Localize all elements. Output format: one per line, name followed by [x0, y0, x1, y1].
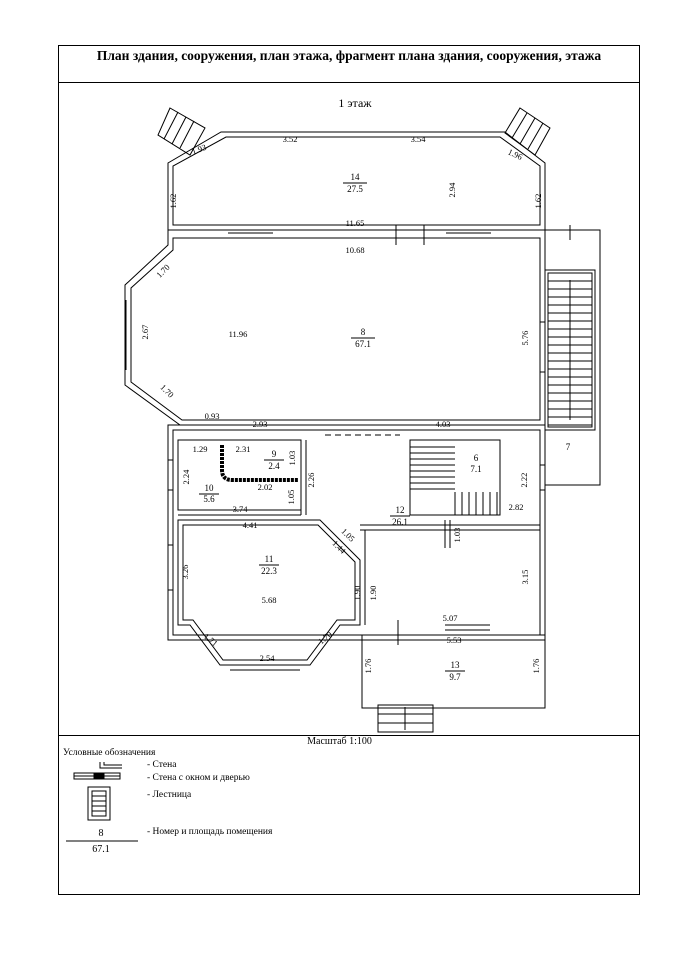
room-11-area: 22.3 [261, 566, 277, 576]
room-11-number: 11 [264, 554, 274, 564]
dimension: 2.31 [235, 444, 251, 454]
page-title: План здания, сооружения, план этажа, фрагмент плана здания, сооружения, этажа [58, 45, 640, 83]
room-8-outline [125, 230, 545, 425]
dimension: 1.90 [352, 585, 362, 601]
legend-stairs: - Лестница [147, 790, 192, 800]
dimension: 5.07 [442, 613, 458, 623]
dimension: 1.93 [190, 141, 208, 157]
dimension: 1.70 [158, 382, 176, 400]
dimension: 1.05 [286, 489, 296, 505]
room-14-number: 14 [350, 172, 360, 182]
legend-room-label: - Номер и площадь помещения [147, 827, 273, 837]
room-13-area: 9.7 [449, 672, 461, 682]
dimension: 2.94 [447, 182, 457, 198]
room-10-number: 10 [204, 483, 214, 493]
dimension: 3.15 [520, 569, 530, 585]
dimension: 2.67 [140, 324, 150, 340]
floor-label: 1 этаж [338, 96, 372, 110]
dimension: 0.93 [204, 411, 220, 421]
stairs-interior [410, 440, 500, 515]
scale-label: Масштаб 1:100 [307, 736, 372, 747]
dimension: 1.70 [154, 262, 172, 280]
room-10-area: 5.6 [203, 494, 215, 504]
room-8-area: 67.1 [355, 339, 371, 349]
room-6-area: 7.1 [470, 464, 482, 474]
dimension: 5.53 [446, 635, 462, 645]
dimension: 10.68 [345, 245, 365, 255]
legend-sample-area: 67.1 [92, 844, 110, 855]
legend-wall-window-door: - Стена с окном и дверью [147, 773, 250, 783]
legend-wall: - Стена [147, 760, 177, 770]
dimension: 2.82 [508, 502, 524, 512]
stairs-bottom [378, 705, 433, 732]
dimension: 2.93 [252, 419, 268, 429]
dimension: 3.74 [232, 504, 248, 514]
dimension: 11.65 [345, 218, 365, 228]
dimension: 4.41 [242, 520, 258, 530]
dimension: 2.22 [519, 472, 529, 488]
dimension: 1.62 [168, 193, 178, 209]
dimension: 11.96 [228, 329, 248, 339]
dimension: 2.54 [259, 653, 275, 663]
dimension: 1.96 [506, 146, 525, 162]
dimension: 3.26 [180, 564, 190, 580]
dimension: 1.29 [192, 444, 208, 454]
dimension: 3.54 [410, 134, 426, 144]
dimension: 1.03 [452, 527, 462, 543]
dimension: 1.76 [363, 658, 373, 674]
room-8-number: 8 [360, 327, 366, 337]
dimension: 5.68 [261, 595, 277, 605]
room-9-area: 2.4 [268, 461, 280, 471]
legend-heading: Условные обозначения [63, 748, 156, 758]
room-14-area: 27.5 [347, 184, 363, 194]
stairs-right [548, 273, 592, 427]
lower-block-outline [168, 425, 545, 640]
dimension: 5.76 [520, 330, 530, 346]
room-7-number: 7 [565, 442, 571, 452]
dimension: 1.76 [531, 658, 541, 674]
room-12-number: 12 [395, 505, 405, 515]
legend-sample-number: 8 [98, 828, 104, 839]
dimension: 1.03 [287, 450, 297, 466]
room-13-number: 13 [450, 660, 460, 670]
room-9-number: 9 [271, 449, 277, 459]
room-6-number: 6 [473, 453, 479, 463]
dimension: 1.70 [316, 629, 334, 647]
dimension: 1.05 [339, 526, 357, 544]
dimension: 1.90 [368, 585, 378, 601]
dimension: 1.44 [330, 538, 348, 556]
dimension: 2.24 [181, 469, 191, 485]
dimension: 4.03 [435, 419, 451, 429]
dimension: 3.52 [282, 134, 298, 144]
room-12-area: 26.1 [392, 517, 408, 527]
dimension: 2.02 [257, 482, 273, 492]
dimension: 1.62 [533, 193, 543, 209]
dimension: 2.26 [306, 472, 316, 488]
dimension: 1.71 [202, 631, 220, 649]
